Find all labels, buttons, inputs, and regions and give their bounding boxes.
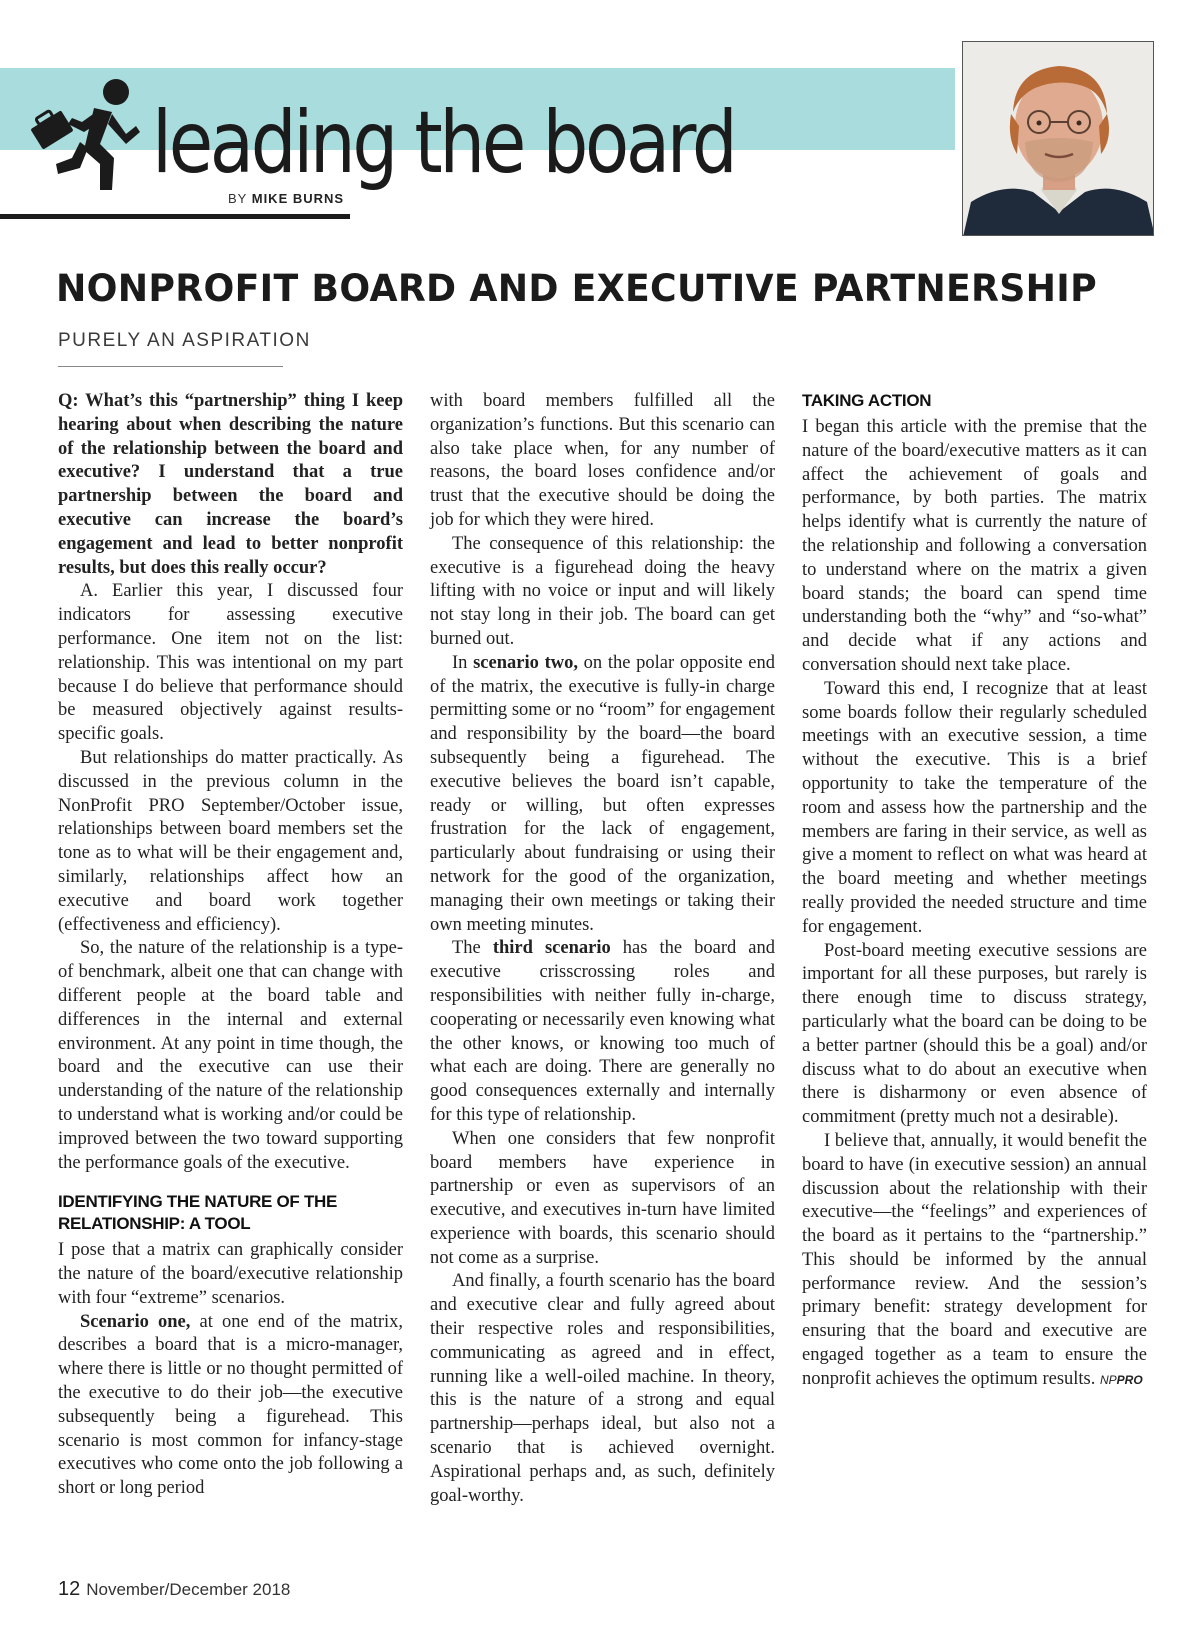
body-paragraph: [802, 1130, 1147, 1393]
author-portrait-illustration: [963, 42, 1154, 236]
body-paragraph: with board members fulfilled all the organization’s functions. But this scenario can also take place when, for any number of reasons, the board loses confidence and/or trust that the executive should be doing the job for which they were hired.: [430, 391, 775, 530]
body-paragraph: I began this article with the premise that the nature of the board/executive matters as it can affect the achievement of goals and performance, by both parties. The matrix helps identify what is currently the nature of the relationship and following a conversation to understand where on the matrix a given board stands; the board can spend time understanding both the “why” and “so-what” and decide what if any actions and conversation should next take place.: [802, 417, 1147, 675]
article-headline: NONPROFIT BOARD AND EXECUTIVE PARTNERSHIP: [56, 267, 1097, 310]
body-text: on the polar opposite end of the matrix, the executive is fully-in charge permitting some or no “room” for engagement and responsibility by the board—the board subsequently being a figurehead. The executive believes the board isn’t capable, ready or willing, but often expresses frustration for the lack of engagement, particularly about fundraising or using their network for the good of the organization, managing their own meetings or taking their own meeting minutes.: [430, 652, 775, 935]
question-paragraph: Q: What’s this “partnership” thing I keep hearing about when describing the nature of the relationship between the board and executive? I understand that a true partnership between the board and executive can increase the board’s engagement and lead to better nonprofit results, but does this really occur?: [58, 391, 403, 578]
body-text: has the board and executive crisscrossing roles and responsibilities with neither fully in-charge, cooperating or necessarily even knowing what the other knows, or knowing too much of what each are doing. There are generally no good consequences externally and internally for this type of relationship.: [430, 938, 775, 1125]
byline: [228, 191, 344, 206]
scenario-label: third scenario: [492, 938, 611, 959]
scenario-label: scenario two,: [473, 652, 578, 673]
body-paragraph: So, the nature of the relationship is a type-of benchmark, albeit one that can change with different people at the board table and differences in the internal and external environment. At any point in time though, the board and the executive can use their understanding of the nature of the relationship to understand what is working and/or could be improved between the two toward supporting the performance goals of the executive.: [58, 938, 403, 1173]
author-photo: [962, 41, 1154, 236]
body-text: The: [452, 938, 493, 959]
page-number: 12: [58, 1578, 81, 1600]
issue-date: November/December 2018: [86, 1580, 291, 1599]
running-figure-icon: [28, 78, 140, 200]
byline-prefix: BY: [228, 191, 248, 206]
body-paragraph: And finally, a fourth scenario has the board and executive clear and fully agreed about their respective roles and responsibilities, communicating as agreed and in effect, running like a well-oiled machine. In theory, this is the nature of a strong and equal partnership—perhaps ideal, but also not a scenario that is achieved overnight. Aspirational perhaps and, as such, definitely goal-worthy.: [430, 1271, 775, 1506]
body-paragraph: The consequence of this relationship: the executive is a figurehead doing the heavy lifting with no voice or input and will likely not stay long in their job. The board can get burned out.: [430, 533, 775, 649]
body-paragraph: But relationships do matter practically. As discussed in the previous column in the NonProfit PRO September/October issue, relationships between board members set the tone as to what will be their engagement and, similarly, relationships affect how an executive and board work together (effectiveness and efficiency).: [58, 747, 403, 935]
body-paragraph: When one considers that few nonprofit board members have experience in partnership or even as supervisors of an executive, and executives in-turn have limited experience with boards, this scenario should not come as a surprise.: [430, 1128, 775, 1268]
body-text: at one end of the matrix, describes a board that is a micro-manager, where there is little or no thought permitted of the executive to do their job—the executive subsequently being a figurehead. This scenario is most common for infancy-stage executives who come onto the job following a short or long period: [58, 1311, 404, 1499]
body-paragraph: A. Earlier this year, I discussed four indicators for assessing executive performance. One item not on the list: relationship. This was intentional on my part because I do believe that performance should be measured objectively against results-specific goals.: [58, 581, 403, 745]
body-text: I believe that, annually, it would benefit the board to have (in executive session) an annual discussion about the relationship with their executive—the “feelings” and experiences of the board as it pertains to the “partnership.” This should be informed by the annual performance review. And the session’s primary benefit: strategy development for ensuring that the board and executive are engaged together as a team to ensure the nonprofit achieves the optimum results.: [802, 1130, 1147, 1389]
subhead-rule: [58, 366, 283, 367]
section-title: leading the board: [152, 93, 735, 193]
article-column-3: [802, 390, 1147, 1393]
end-mark-np: NP: [1100, 1372, 1117, 1387]
section-heading: IDENTIFYING THE NATURE OF THE RELATIONSHIP: A TOOL: [58, 1192, 338, 1234]
article-subhead: PURELY AN ASPIRATION: [58, 330, 311, 351]
header-rule: [0, 214, 350, 219]
body-paragraph: Toward this end, I recognize that at least some boards follow their regularly scheduled meetings with an executive session, a time without the executive. This is a brief opportunity to take the temperature of the room and assess how the partnership and the members are faring in their service, as well as give a moment to reflect on what was heard at the board meeting and whether meetings really provided the needed structure and time for engagement.: [802, 678, 1147, 937]
body-paragraph: [430, 652, 775, 938]
section-heading: TAKING ACTION: [802, 391, 932, 410]
end-mark: [1100, 1373, 1143, 1387]
body-text: In: [452, 652, 474, 673]
body-paragraph: Post-board meeting executive sessions are important for all these purposes, but rarely is there enough time to discuss strategy, particularly what the board can be doing to be a better partner (should this be a goal) and/or discuss what to do about an executive when there is disharmony or even absence of commitment (pretty much not a desirable).: [802, 940, 1147, 1128]
byline-author: MIKE BURNS: [251, 191, 345, 206]
body-paragraph: [430, 937, 775, 1127]
scenario-label: Scenario one,: [80, 1311, 191, 1332]
body-paragraph: [58, 1311, 403, 1501]
end-mark-pro: PRO: [1116, 1372, 1143, 1387]
article-column-1: [58, 390, 403, 1501]
article-column-2: [430, 390, 775, 1508]
page-footer: [58, 1578, 290, 1601]
body-paragraph: I pose that a matrix can graphically consider the nature of the board/executive relationship with four “extreme” scenarios.: [58, 1240, 403, 1308]
